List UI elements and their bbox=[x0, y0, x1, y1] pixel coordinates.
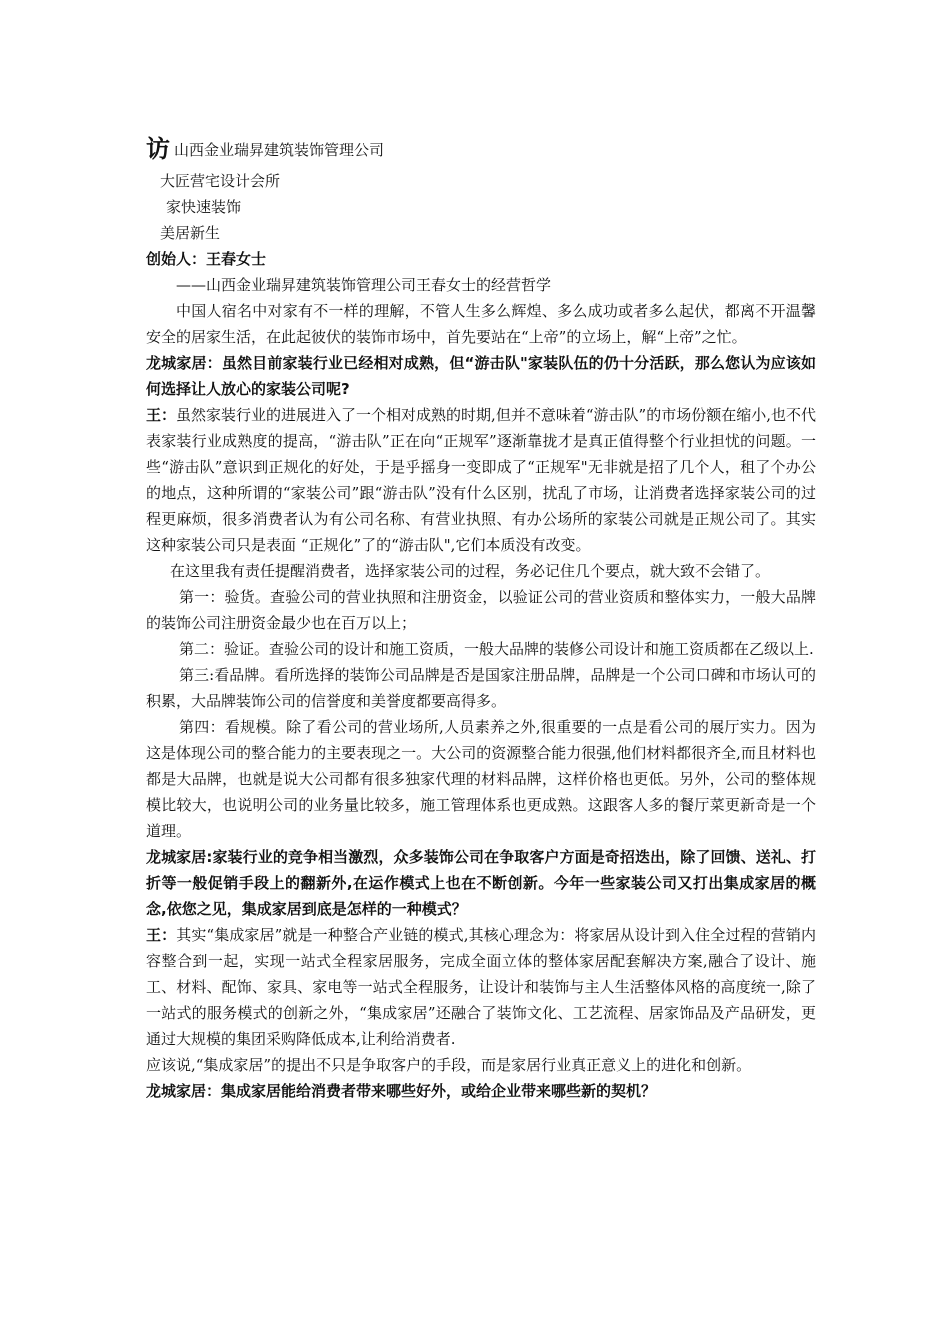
point-4: 第四：看规模。除了看公司的营业场所,人员素养之外,很重要的一点是看公司的展厅实力。因为这是体现公司的整合能力的主要表现之一。大公司的资源整合能力很强,他们材料都很齐全,而且材料也都是大品牌，也就是说大公司都有很多独家代理的材料品牌，这样价格也更低。另外，公司的整体规模比较大，也说明公司的业务量比较多，施工管理体系也更成熟。这跟客人多的餐厅菜更新奇是一个道理。 bbox=[146, 718, 816, 840]
point-1: 第一：验货。查验公司的营业执照和注册资金，以验证公司的营业资质和整体实力，一般大品牌的装饰公司注册资金最少也在百万以上； bbox=[146, 588, 816, 632]
remind-paragraph: 在这里我有责任提醒消费者，选择家装公司的过程，务必记住几个要点，就大致不会错了。 bbox=[170, 562, 771, 580]
question-2: 龙城家居:家装行业的竞争相当激烈，众多装饰公司在争取客户方面是奇招迭出，除了回馈、送礼、打折等一般促销手段上的翻新外,在运作模式上也在不断创新。今年一些家装公司又打出集成家居的概念,依您之见，集成家居到底是怎样的一种模式？ bbox=[146, 848, 816, 918]
company-name: 山西金业瑞昇建筑装饰管理公司 bbox=[174, 141, 385, 159]
answer-2-extra: 应该说,“集成家居”的提出不只是争取客户的手段，而是家居行业真正意义上的进化和创新。 bbox=[146, 1056, 752, 1074]
subtitle-line: ——山西金业瑞昇建筑装饰管理公司王春女士的经营哲学 bbox=[176, 276, 552, 294]
title-big-char: 访 bbox=[146, 134, 170, 163]
brand-line-1: 大匠营宅设计会所 bbox=[160, 172, 281, 190]
answer-2 bbox=[146, 922, 816, 1052]
answer-2-text: 其实“集成家居”就是一种整合产业链的模式,其核心理念为：将家居从设计到入住全过程的营销内容整合到一起，实现一站式全程家居服务，完成全面立体的整体家居配套解决方案,融合了设计、施工、材料、配饰、家具、家电等一站式全程服务，让设计和装饰与主人生活整体风格的高度统一,除了一站式的服务模式的创新之外，“集成家居”还融合了装饰文化、工艺流程、居家饰品及产品研发，更通过大规模的集团采购降低成本,让利给消费者. bbox=[146, 926, 816, 1048]
speaker-label: 王： bbox=[146, 926, 177, 944]
speaker-label: 王： bbox=[146, 406, 177, 424]
title-row bbox=[146, 132, 816, 166]
answer-1-text: 虽然家装行业的进展进入了一个相对成熟的时期,但并不意味着“游击队”的市场份额在缩小,也不代表家装行业成熟度的提高，“游击队”正在向“正规军”逐渐靠拢才是真正值得整个行业担忧的问题。一些“游击队”意识到正规化的好处，于是乎摇身一变即成了“正规军"无非就是招了几个人，租了个办公的地点，这种所谓的“家装公司”跟“游击队”没有什么区别，扰乱了市场，让消费者选择家装公司的过程更麻烦，很多消费者认为有公司名称、有营业执照、有办公场所的家装公司就是正规公司了。其实这种家装公司只是表面 “正规化”了的“游击队",它们本质没有改变。 bbox=[146, 406, 816, 554]
article-body bbox=[146, 132, 816, 1104]
point-3: 第三:看品牌。看所选择的装饰公司品牌是否是国家注册品牌，品牌是一个公司口碑和市场认可的积累，大品牌装饰公司的信誉度和美誉度都要高得多。 bbox=[146, 666, 816, 710]
brand-line-3: 美居新生 bbox=[160, 224, 221, 242]
point-2: 第二：验证。查验公司的设计和施工资质，一般大品牌的装修公司设计和施工资质都在乙级以上. bbox=[179, 640, 814, 658]
intro-paragraph: 中国人宿名中对家有不一样的理解，不管人生多么辉煌、多么成功或者多么起伏，都离不开温馨安全的居家生活，在此起彼伏的装饰市场中，首先要站在“上帝”的立场上，解“上帝”之忙。 bbox=[146, 302, 816, 346]
question-3: 龙城家居：集成家居能给消费者带来哪些好外，或给企业带来哪些新的契机？ bbox=[146, 1082, 657, 1100]
answer-1 bbox=[146, 402, 816, 558]
brand-line-2: 家快速装饰 bbox=[166, 198, 242, 216]
founder-line: 创始人：王春女士 bbox=[146, 250, 267, 268]
question-1: 龙城家居：虽然目前家装行业已经相对成熟，但“游击队"家装队伍的仍十分活跃，那么您认为应该如何选择让人放心的家装公司呢? bbox=[146, 354, 816, 398]
